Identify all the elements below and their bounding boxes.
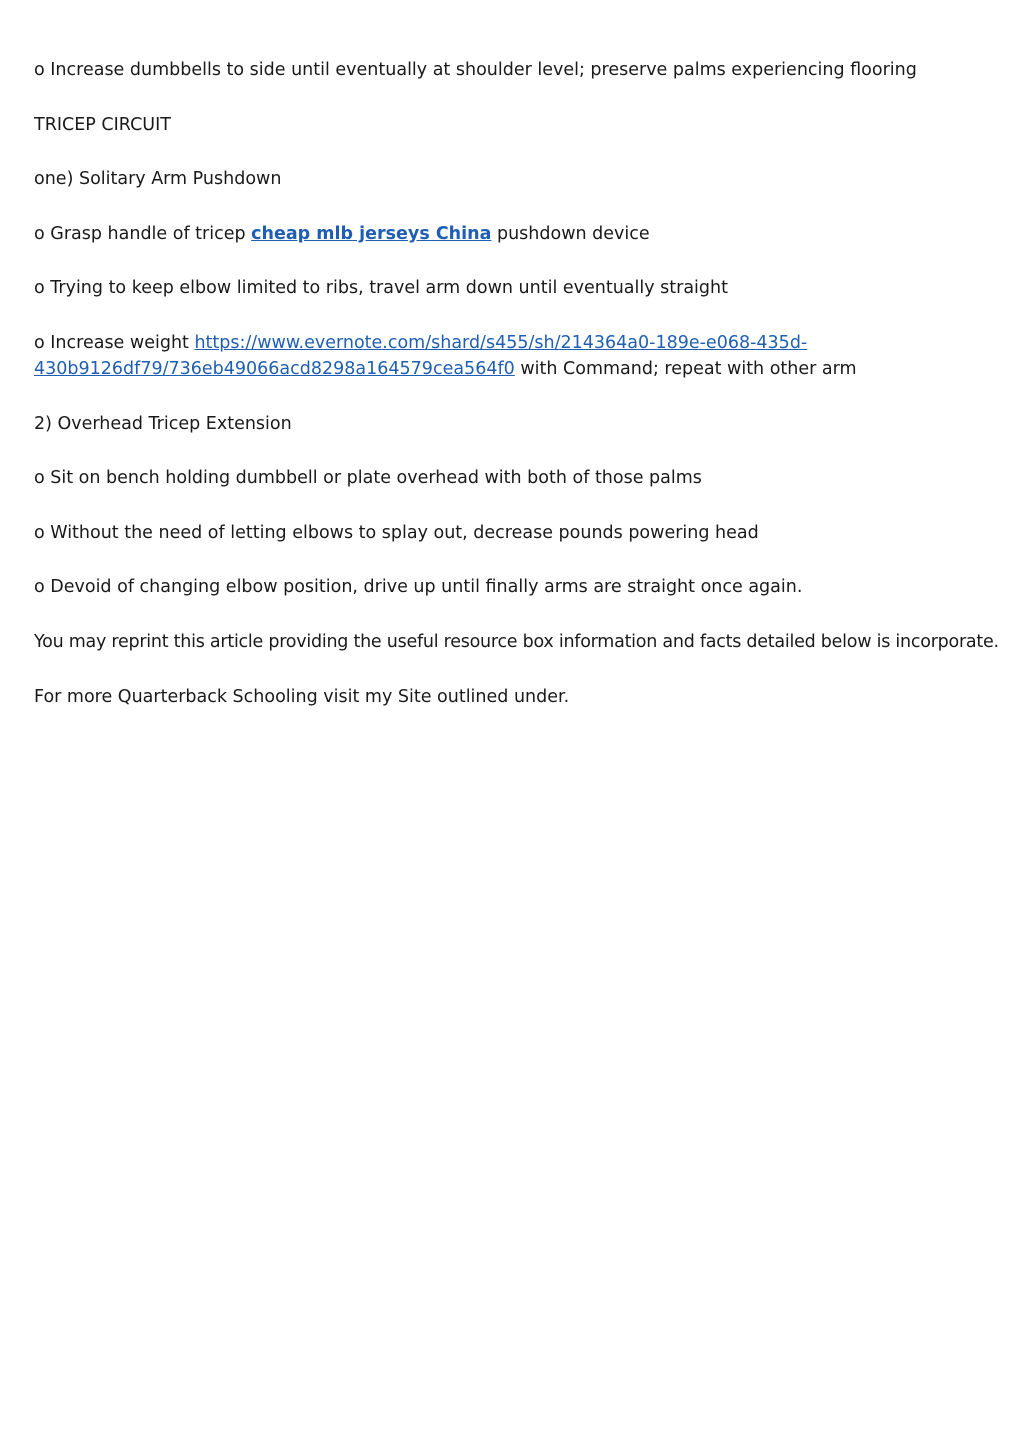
document-body [34, 57, 999, 738]
exercise-title-single-arm-pushdown: one) Solitary Arm Pushdown [34, 169, 282, 190]
reprint-notice: You may reprint this article providing the useful resource box information and facts detailed below is incorporate. [34, 631, 999, 652]
evernote-link-part2[interactable]: 430b9126df79/736eb49066acd8298a164579cea564f0 [34, 358, 515, 379]
evernote-link-part1[interactable]: https://www.evernote.com/shard/s455/sh/214364a0-189e-e068-435d- [194, 332, 808, 353]
section-heading-tricep-circuit: TRICEP CIRCUIT [34, 114, 171, 135]
bullet-keep-elbow: o Trying to keep elbow limited to ribs, travel arm down until eventually straight [34, 278, 728, 299]
bullet-sit-on-bench: o Sit on bench holding dumbbell or plate overhead with both of those palms [34, 468, 702, 489]
bullet-without-splay: o Without the need of letting elbows to splay out, decrease pounds powering head [34, 522, 759, 543]
exercise-title-overhead-extension: 2) Overhead Tricep Extension [34, 413, 292, 434]
jerseys-link[interactable]: cheap mlb jerseys China [251, 223, 492, 244]
bullet-grasp-handle [34, 221, 994, 247]
bullet-increase-weight [34, 330, 994, 382]
bullet-text: o Increase weight [34, 332, 195, 353]
bullet-text: pushdown device [491, 223, 650, 244]
bullet-text: o Grasp handle of tricep [34, 223, 252, 244]
bullet-text: with Command; repeat with other arm [514, 358, 857, 379]
bullet-drive-up: o Devoid of changing elbow position, drive up until finally arms are straight once again. [34, 577, 803, 598]
closing-line: For more Quarterback Schooling visit my Site outlined under. [34, 686, 570, 707]
bullet-raise-dumbbells: o Increase dumbbells to side until eventually at shoulder level; preserve palms experiencing flooring [34, 60, 917, 80]
